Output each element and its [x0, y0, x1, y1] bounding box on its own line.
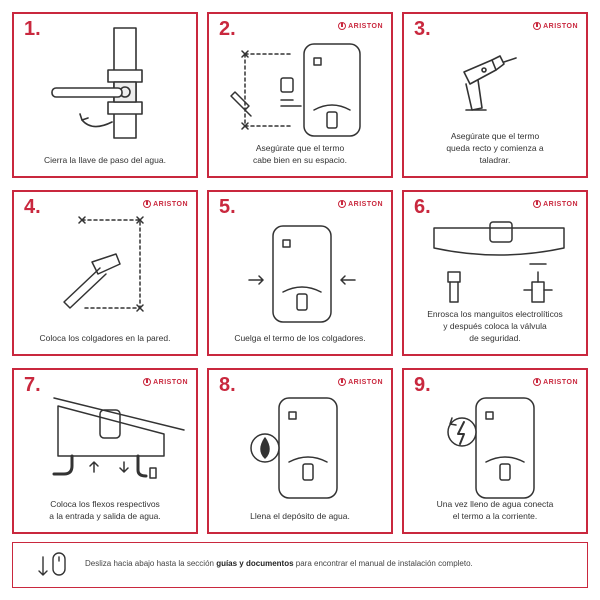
step-caption: Enrosca los manguitos electrolíticos y después coloca la válvula de seguridad.	[427, 309, 563, 343]
brand-name: ARISTON	[348, 200, 383, 208]
step-number: 6.	[414, 196, 431, 218]
step-number: 4.	[24, 196, 41, 218]
step-number: 7.	[24, 374, 41, 396]
footer-text-before: Desliza hacia abajo hasta la sección	[85, 559, 217, 568]
step-card-4	[12, 190, 198, 356]
brand-name: ARISTON	[348, 378, 383, 386]
step-number: 8.	[219, 374, 236, 396]
footer-text-after: para encontrar el manual de instalación completo.	[293, 559, 473, 568]
footer-banner	[12, 542, 588, 588]
brand-name: ARISTON	[543, 22, 578, 30]
brand-name: ARISTON	[348, 22, 383, 30]
step-caption: Llena el depósito de agua.	[250, 511, 350, 521]
step-card-6	[402, 190, 588, 356]
step-caption: Cuelga el termo de los colgadores.	[234, 333, 366, 343]
step-card-8	[207, 368, 393, 534]
footer-text-bold: guías y documentos	[216, 559, 294, 568]
step-number: 2.	[219, 18, 236, 40]
step-card-3	[402, 12, 588, 178]
step-caption: Asegúrate que el termo cabe bien en su espacio.	[252, 143, 348, 165]
step-caption: Una vez lleno de agua conecta el termo a la corriente.	[436, 499, 554, 521]
step-number: 3.	[414, 18, 431, 40]
step-caption: Coloca los colgadores en la pared.	[39, 333, 171, 343]
step-number: 1.	[24, 18, 41, 40]
step-caption: Cierra la llave de paso del agua.	[44, 155, 166, 165]
step-card-2	[207, 12, 393, 178]
step-card-7	[12, 368, 198, 534]
step-caption: Coloca los flexos respectivos a la entrada y salida de agua.	[49, 499, 161, 521]
step-caption: Asegúrate que el termo queda recto y comienza a taladrar.	[446, 131, 544, 165]
brand-name: ARISTON	[543, 378, 578, 386]
step-number: 9.	[414, 374, 431, 396]
step-card-5	[207, 190, 393, 356]
brand-name: ARISTON	[153, 378, 188, 386]
footer-text	[85, 559, 473, 568]
brand-name: ARISTON	[153, 200, 188, 208]
brand-name: ARISTON	[543, 200, 578, 208]
step-card-9	[402, 368, 588, 534]
step-number: 5.	[219, 196, 236, 218]
step-card-1	[12, 12, 198, 178]
scroll-down-mouse-icon	[37, 549, 77, 581]
